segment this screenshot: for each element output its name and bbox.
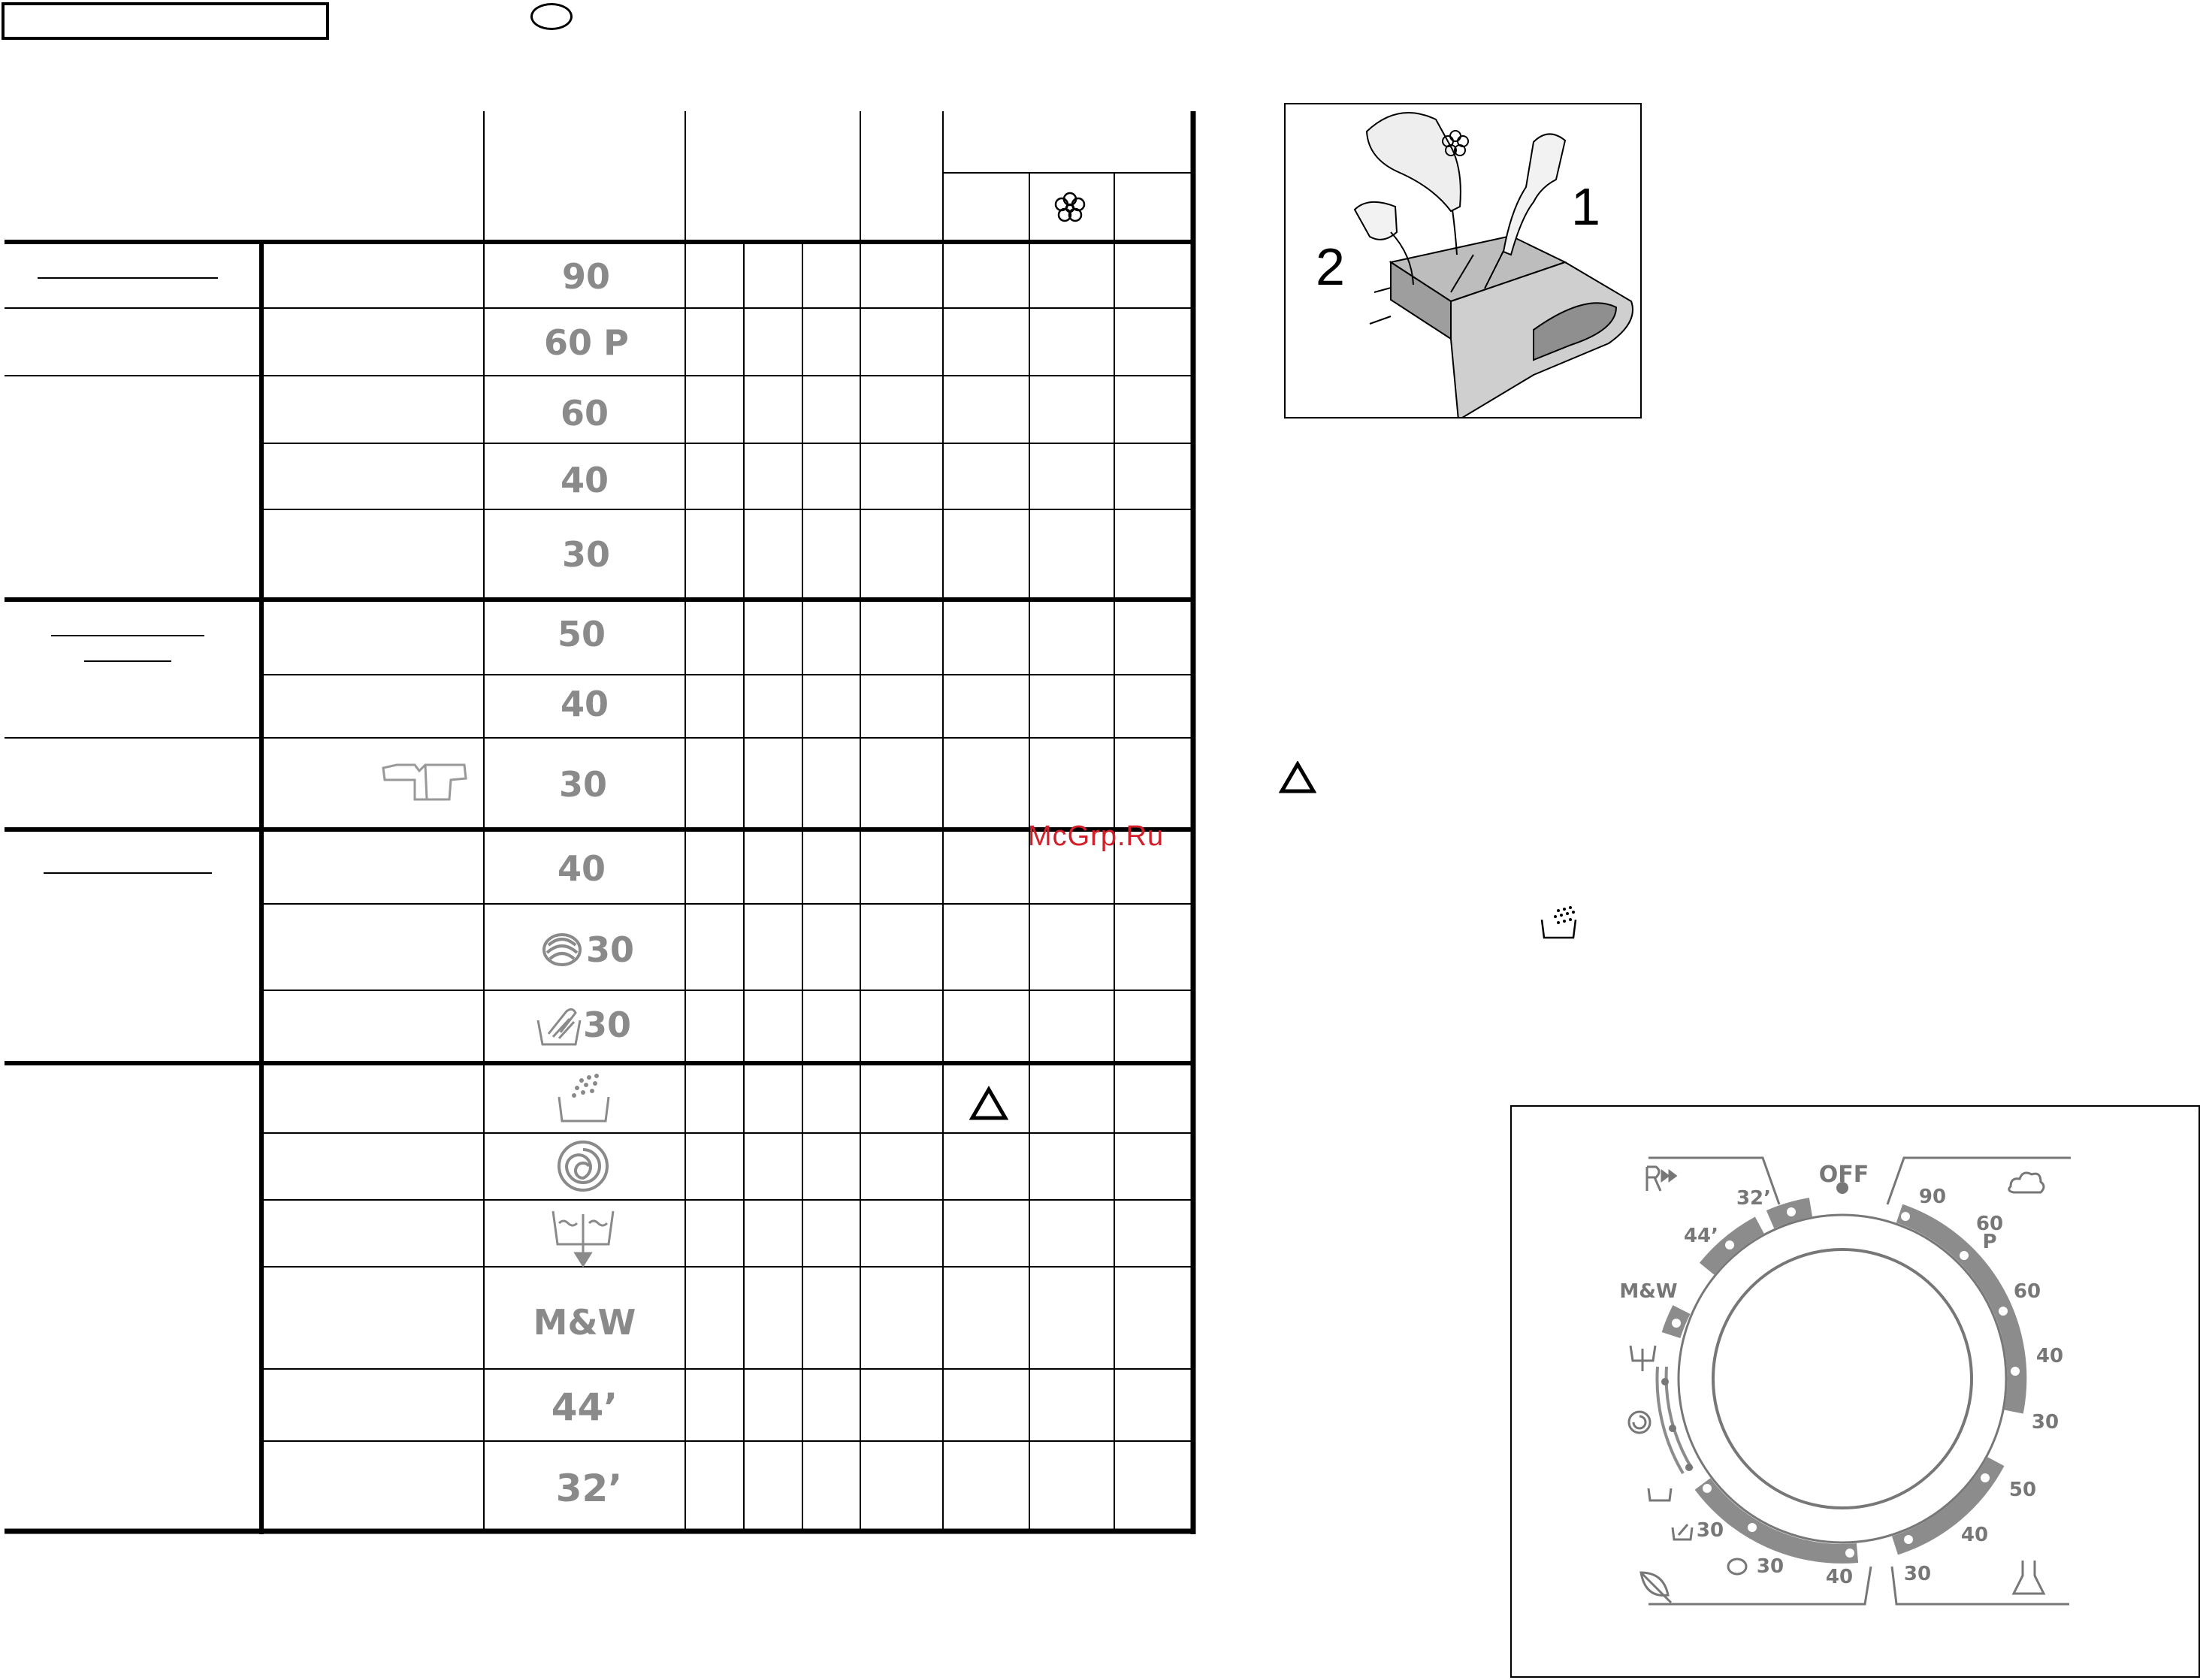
- dial-60: 60: [2013, 1280, 2041, 1303]
- dial-44: 44’: [1683, 1225, 1719, 1247]
- wool-icon: [1728, 1559, 1746, 1574]
- temp-60p: 60: [543, 322, 593, 363]
- warning-triangle-icon: [1279, 761, 1316, 796]
- programme-dial: [1512, 1107, 2198, 1676]
- dial-90: 90: [1918, 1186, 1947, 1208]
- dial-p: P: [1982, 1231, 1997, 1253]
- temp-30b: 30: [558, 764, 608, 805]
- drain-icon: [553, 1211, 613, 1265]
- dial-50: 50: [2008, 1479, 2037, 1501]
- programme-dial-figure: [1510, 1105, 2200, 1678]
- dial-30: 30: [2031, 1411, 2059, 1434]
- dial-40: 40: [2035, 1345, 2064, 1367]
- flask-icon: [2014, 1561, 2044, 1594]
- quick-wash-icon: [1647, 1167, 1676, 1191]
- cotton-icon: [2009, 1173, 2044, 1192]
- temp-50: 50: [557, 614, 606, 654]
- temp-90: 90: [561, 256, 611, 297]
- rinse-icon: [1540, 905, 1579, 941]
- dial-handwash-30: 30: [1696, 1519, 1724, 1542]
- flower-icon: [1056, 193, 1084, 221]
- rinse-icon: [1648, 1488, 1671, 1500]
- handwash-icon: [538, 1009, 580, 1044]
- temp-30: 30: [561, 534, 611, 575]
- detergent-drawer-figure: [1284, 103, 1642, 418]
- drawer-label-1: 1: [1571, 177, 1600, 236]
- dial-60p: 60: [1975, 1213, 2004, 1235]
- prog-32: 32’: [555, 1467, 623, 1510]
- handwash-icon: [1673, 1524, 1692, 1539]
- dial-30b: 30: [1903, 1563, 1932, 1585]
- temp-40: 40: [560, 460, 609, 500]
- warning-triangle-icon: [972, 1089, 1005, 1118]
- dial-off: OFF: [1818, 1162, 1869, 1188]
- spin-icon: [1629, 1412, 1650, 1433]
- dial-32: 32’: [1736, 1187, 1772, 1210]
- drawer-label-2: 2: [1316, 237, 1345, 296]
- prog-mw: M&W: [533, 1302, 636, 1343]
- dial-40c: 40: [1825, 1566, 1854, 1588]
- spin-icon: [559, 1142, 607, 1190]
- drain-icon: [1630, 1346, 1655, 1371]
- dial-40b: 40: [1960, 1524, 1989, 1546]
- shirt-icon: [383, 765, 466, 799]
- temp-handwash-30: 30: [582, 1005, 632, 1045]
- prog-44: 44’: [551, 1385, 618, 1429]
- drawer-illustration: [1286, 104, 1640, 417]
- temp-40c: 40: [557, 848, 606, 889]
- temp-60: 60: [560, 393, 609, 434]
- temp-40b: 40: [560, 684, 609, 724]
- watermark: McGrp.Ru: [1028, 820, 1165, 852]
- dial-mw: M&W: [1619, 1280, 1678, 1303]
- rinse-icon: [559, 1074, 609, 1121]
- eco-leaf-icon: [1641, 1573, 1671, 1603]
- p-marker: P: [603, 322, 629, 363]
- temp-wool-30: 30: [585, 929, 635, 970]
- dial-wool-30: 30: [1756, 1555, 1784, 1578]
- wool-icon: [544, 935, 580, 965]
